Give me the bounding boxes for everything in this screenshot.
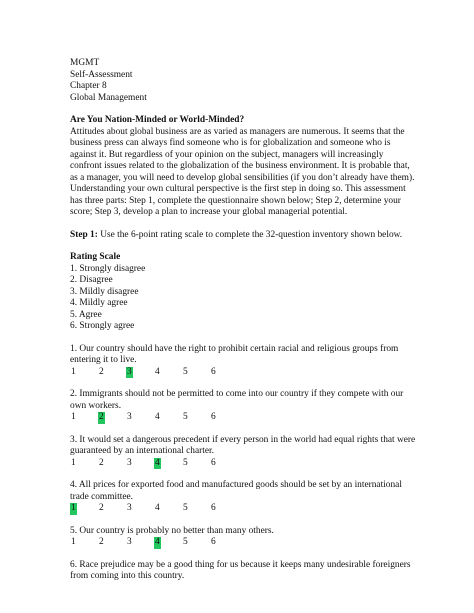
rating-option-number: 5: [183, 412, 188, 422]
rating-scale-list: [70, 264, 416, 333]
rating-option[interactable]: [98, 367, 126, 379]
rating-option-number: 6: [211, 503, 216, 513]
rating-scale-item: 4. Mildly agree: [70, 298, 128, 308]
question-item: [70, 435, 416, 470]
question-text: 5. Our country is probably no better than many others.: [70, 525, 274, 536]
rating-option-number: 4: [155, 503, 160, 513]
rating-option-selected[interactable]: [126, 367, 154, 379]
rating-option-number: 6: [211, 537, 216, 547]
rating-scale-title: Rating Scale: [70, 252, 121, 262]
question-text: 3. It would set a dangerous precedent if every person in the world had equal rights that were guaranteed by an international charter.: [70, 434, 416, 456]
rating-option-number: 4: [155, 457, 160, 468]
question-text: 6. Race prejudice may be a good thing for us because it keeps many undesirable foreigners from coming into this country.: [70, 559, 411, 581]
rating-option[interactable]: [98, 537, 126, 549]
rating-scale-item: 3. Mildly disagree: [70, 286, 139, 297]
rating-option-number: 5: [183, 366, 188, 377]
rating-options: [70, 503, 416, 515]
rating-scale-item: 6. Strongly agree: [70, 321, 135, 331]
rating-option-selected[interactable]: [98, 412, 126, 424]
step1-label: Step 1:: [70, 229, 98, 240]
intro-paragraph: Attitudes about global business are as varied as managers are numerous. It seems that the business press can always find someone who is for globalization and someone who is against it. But regardless of your opinion on the subject, managers will increasingly confront issues related to the globalization of the business environment. It is probable that, as a manager, you will need to develop global sensibilities (if you don’t already have them). Understanding your own cultural perspective is the first step in doing so. This assessment has three parts: Step 1, complete the questionnaire shown below; Step 2, determine your score; Step 3, develop a plan to increase your global managerial potential.: [70, 126, 415, 217]
rating-option[interactable]: [154, 412, 182, 424]
document-header: [70, 58, 416, 104]
rating-option-number: 2: [99, 537, 104, 547]
chapter-label: Chapter 8: [70, 81, 107, 91]
rating-option[interactable]: [126, 458, 154, 470]
rating-option[interactable]: [210, 412, 238, 424]
rating-options: [70, 412, 416, 424]
question-item: [70, 389, 416, 424]
rating-option-number: 4: [155, 537, 160, 547]
rating-option[interactable]: [182, 503, 210, 515]
rating-scale-item: 5. Agree: [70, 309, 102, 320]
rating-option-number: 1: [71, 457, 76, 468]
rating-option[interactable]: [182, 367, 210, 379]
rating-option-number: 4: [155, 412, 160, 422]
rating-option[interactable]: [210, 503, 238, 515]
rating-option-number: 5: [183, 537, 188, 547]
rating-option[interactable]: [154, 367, 182, 379]
rating-option[interactable]: [182, 458, 210, 470]
rating-option-number: 6: [211, 412, 216, 422]
rating-option-number: 3: [127, 503, 132, 513]
rating-option-number: 3: [127, 412, 132, 422]
rating-option[interactable]: [210, 367, 238, 379]
rating-option-number: 5: [183, 503, 188, 513]
rating-option-number: 5: [183, 457, 188, 468]
rating-options: [70, 367, 416, 379]
rating-option-number: 1: [71, 537, 76, 547]
rating-option[interactable]: [126, 412, 154, 424]
rating-option[interactable]: [70, 458, 98, 470]
rating-options: [70, 458, 416, 470]
rating-option[interactable]: [70, 412, 98, 424]
question-text: 2. Immigrants should not be permitted to come into our country if they compete with our own workers.: [70, 389, 404, 411]
rating-option-number: 6: [211, 366, 216, 377]
step1-text: Use the 6-point rating scale to complete the 32-question inventory shown below.: [97, 229, 403, 240]
rating-option-number: 3: [127, 537, 132, 547]
rating-option-number: 2: [99, 503, 104, 513]
course-code: MGMT: [70, 58, 100, 68]
rating-options: [70, 537, 416, 549]
rating-option[interactable]: [98, 503, 126, 515]
rating-scale-item: 1. Strongly disagree: [70, 263, 146, 274]
rating-option-selected[interactable]: [154, 458, 182, 470]
question-item: [70, 480, 416, 515]
question-text: 1. Our country should have the right to prohibit certain racial and religious groups from entering it to live.: [70, 343, 399, 365]
rating-option-number: 1: [71, 412, 76, 422]
rating-option-number: 6: [211, 457, 216, 468]
question-item: [70, 560, 416, 583]
rating-option[interactable]: [182, 537, 210, 549]
question-item: [70, 526, 416, 549]
rating-option[interactable]: [70, 367, 98, 379]
step1-instruction: [70, 230, 416, 242]
rating-option-number: 2: [99, 457, 104, 468]
rating-option-number: 3: [127, 366, 132, 377]
document-type: Self-Assessment: [70, 69, 133, 80]
rating-option-number: 3: [127, 457, 132, 468]
question-item: [70, 344, 416, 379]
document-page: [70, 58, 416, 583]
rating-option[interactable]: [210, 458, 238, 470]
rating-option-number: 4: [155, 366, 160, 377]
rating-option[interactable]: [70, 537, 98, 549]
rating-option-number: 1: [71, 503, 76, 513]
rating-scale-item: 2. Disagree: [70, 275, 113, 285]
rating-option[interactable]: [126, 503, 154, 515]
rating-option[interactable]: [126, 537, 154, 549]
rating-option-number: 1: [71, 366, 76, 377]
rating-option-number: 2: [99, 366, 104, 377]
rating-option-selected[interactable]: [70, 503, 98, 515]
topic-label: Global Management: [70, 92, 147, 103]
rating-option[interactable]: [98, 458, 126, 470]
section-title: Are You Nation-Minded or World-Minded?: [70, 115, 245, 125]
rating-option[interactable]: [182, 412, 210, 424]
questions-list: [70, 344, 416, 583]
rating-option[interactable]: [154, 503, 182, 515]
rating-option-number: 2: [99, 412, 104, 422]
question-text: 4. All prices for exported food and manufactured goods should be set by an international trade committee.: [70, 480, 402, 502]
rating-option[interactable]: [210, 537, 238, 549]
rating-option-selected[interactable]: [154, 537, 182, 549]
